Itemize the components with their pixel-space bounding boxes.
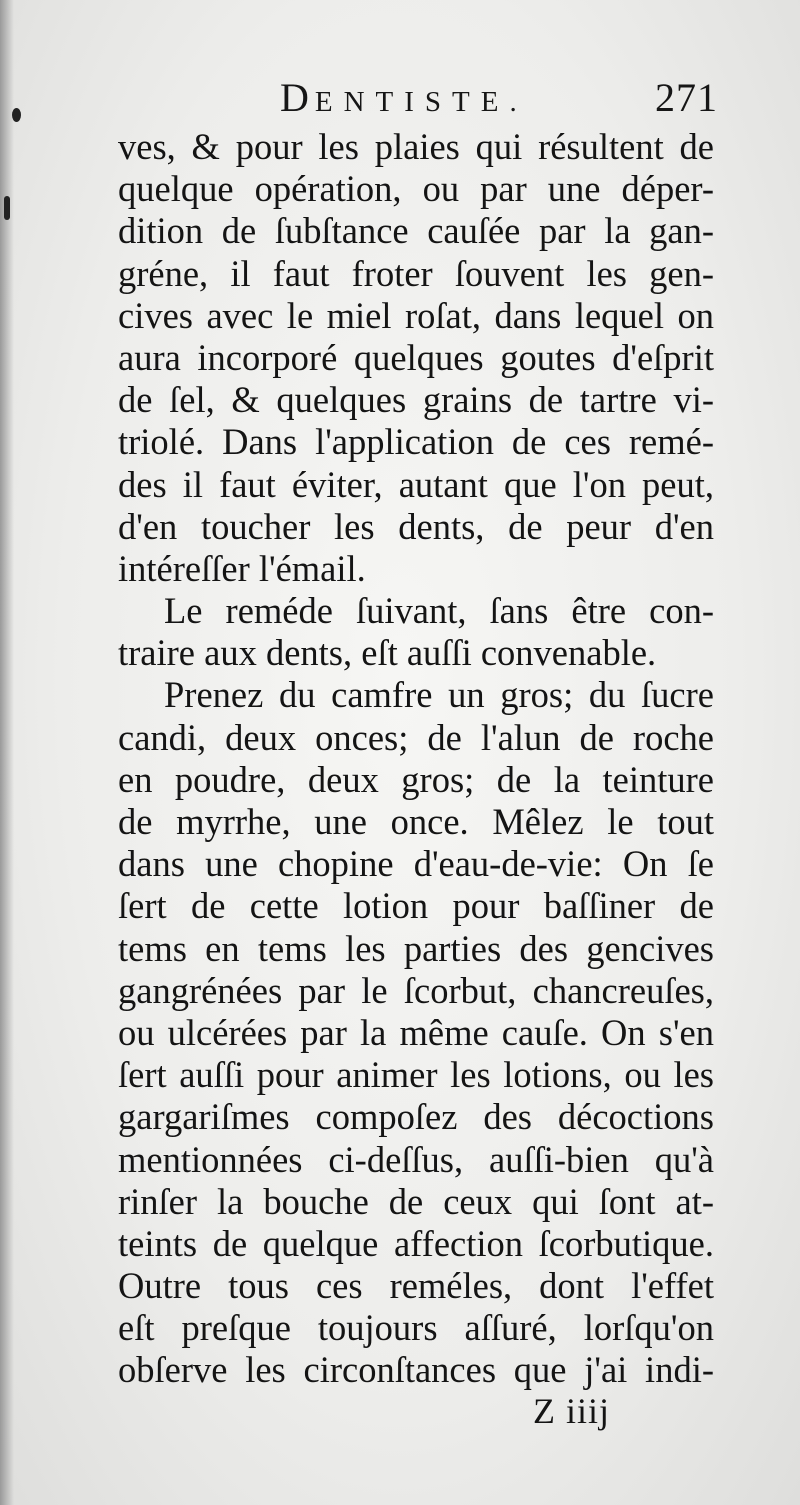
text-line: aura incorporé quelques goutes d'eſprit <box>118 336 714 378</box>
text-line: Outre tous ces reméles, dont l'effet <box>118 1265 714 1307</box>
text-line: dition de ſubſtance cauſée par la gan- <box>118 210 714 252</box>
text-line: de ſel, & quelques grains de tartre vi- <box>118 379 714 421</box>
text-line: d'en toucher les dents, de peur d'en <box>118 505 714 547</box>
signature-mark: Z iiij <box>533 1391 610 1431</box>
text-line: obſerve les circonſtances que j'ai indi- <box>118 1349 714 1391</box>
text-line: teints de quelque affection ſcorbutique. <box>118 1222 714 1264</box>
text-line: Le reméde ſuivant, ſans être con- <box>164 590 714 632</box>
body-text <box>118 126 714 1392</box>
running-title-initial: D <box>280 75 315 120</box>
text-line: ſert de cette lotion pour baſſiner de <box>118 885 714 927</box>
text-line: ſert auſſi pour animer les lotions, ou les <box>118 1054 714 1096</box>
text-line: des il faut éviter, autant que l'on peut, <box>118 463 714 505</box>
text-line: quelque opération, ou par une déper- <box>118 168 714 210</box>
text-line: intéreſſer l'émail. <box>118 547 366 589</box>
text-line: dans une chopine d'eau-de-vie: On ſe <box>118 843 714 885</box>
text-line: gréne, il faut froter ſouvent les gen- <box>118 252 714 294</box>
text-line: mentionnées ci-deſſus, auſſi-bien qu'à <box>118 1138 714 1180</box>
running-head <box>118 74 718 124</box>
text-line: de myrrhe, une once. Mêlez le tout <box>118 801 714 842</box>
text-line: tems en tems les parties des gencives <box>118 927 714 969</box>
text-line: eſt preſque toujours aſſuré, lorſqu'on <box>118 1307 714 1349</box>
text-line: triolé. Dans l'application de ces remé- <box>118 421 714 463</box>
text-line: rinſer la bouche de ceux qui ſont at- <box>118 1180 714 1222</box>
page-number: 271 <box>655 75 718 120</box>
text-line: en poudre, deux gros; de la teinture <box>118 758 714 800</box>
text-line: ves, & pour les plaies qui résultent de <box>118 126 714 167</box>
gutter-shadow <box>0 0 14 1505</box>
ink-speck <box>4 196 10 220</box>
text-line: cives avec le miel roſat, dans lequel on <box>118 294 714 336</box>
running-title <box>280 74 528 121</box>
text-line: traire aux dents, eſt auſſi convenable. <box>118 632 657 674</box>
running-title-rest: ENTISTE. <box>314 86 528 118</box>
text-line: ou ulcérées par la même cauſe. On s'en <box>118 1011 714 1053</box>
ink-speck <box>12 108 21 122</box>
text-line: gargariſmes compoſez des décoctions <box>118 1096 714 1138</box>
text-line: gangrénées par le ſcorbut, chancreuſes, <box>118 969 714 1011</box>
text-line: candi, deux onces; de l'alun de roche <box>118 716 714 758</box>
text-line: Prenez du camfre un gros; du ſucre <box>164 674 714 716</box>
